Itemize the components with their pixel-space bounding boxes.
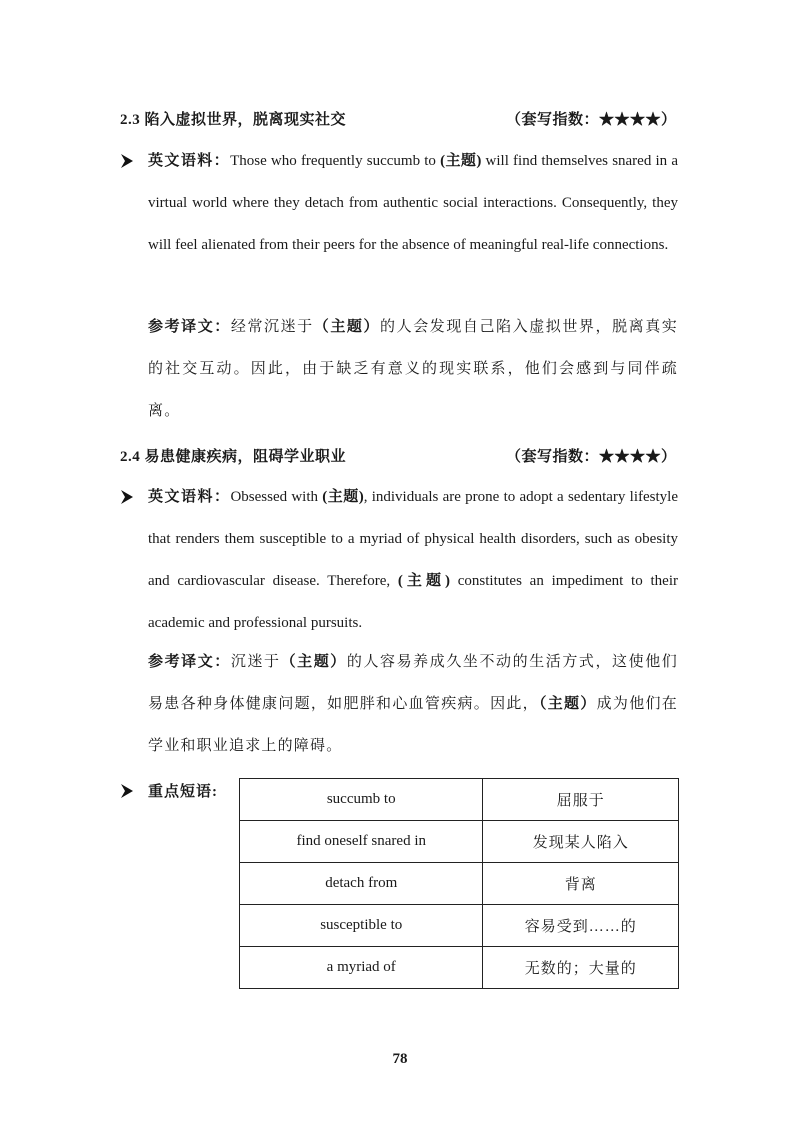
translation-paragraph: 参考译文：经常沉迷于（主题）的人会发现自己陷入虚拟世界，脱离真实的社交互动。因此，由于缺乏有意义的现实联系，他们会感到与同伴疏离。: [148, 319, 678, 419]
rating-stars: （套写指数：★★★★）: [506, 449, 677, 465]
topic-placeholder: (主题): [397, 573, 450, 589]
english-paragraph: 英文语料：Obsessed with (主题), individuals are prone to adopt a sedentary lifestyle that renders them susceptible to a myriad of physical health disorders, such as obesity and cardiovascular disease. Therefore, (主题) constitutes an impediment to their academic and professional pursuits.: [148, 489, 678, 631]
phrase-chinese: 无数的；大量的: [483, 947, 679, 989]
topic-placeholder: (主题): [440, 153, 482, 169]
phrase-english: susceptible to: [240, 905, 483, 947]
table-row: [240, 947, 679, 989]
topic-placeholder: （主题）: [313, 319, 381, 335]
phrase-chinese: 发现某人陷入: [483, 821, 679, 863]
phrase-english: succumb to: [240, 779, 483, 821]
page-number: 78: [392, 1051, 408, 1067]
english-paragraph: 英文语料：Those who frequently succumb to (主题) will find themselves snared in a virtual world where they detach from authentic social interactions. Consequently, they will feel alienated from their peers for the absence of meaningful real-life connections.: [148, 153, 679, 253]
phrase-english: detach from: [240, 863, 483, 905]
arrow-bullet-icon: [120, 152, 134, 170]
table-row: [240, 905, 679, 947]
rating-stars: （套写指数：★★★★）: [506, 112, 677, 128]
key-phrases-table: [239, 778, 679, 989]
phrase-chinese: 背离: [483, 863, 679, 905]
section-title: 2.3 陷入虚拟世界，脱离现实社交: [120, 112, 347, 128]
section-title: 2.4 易患健康疾病，阻碍学业职业: [120, 449, 347, 465]
topic-placeholder: （主题）: [280, 654, 347, 670]
phrase-english: a myriad of: [240, 947, 483, 989]
table-row: [240, 821, 679, 863]
translation-label: 参考译文：: [148, 319, 231, 335]
phrase-chinese: 屈服于: [483, 779, 679, 821]
phrase-english: find oneself snared in: [240, 821, 483, 863]
table-row: [240, 779, 679, 821]
key-phrases-label: 重点短语:: [148, 784, 218, 800]
translation-paragraph: 参考译文：沉迷于（主题）的人容易养成久坐不动的生活方式，这使他们易患各种身体健康问题，如肥胖和心血管疾病。因此，（主题）成为他们在学业和职业追求上的障碍。: [148, 654, 678, 754]
topic-placeholder: （主题）: [538, 696, 597, 712]
arrow-bullet-icon: [120, 488, 134, 506]
phrase-chinese: 容易受到……的: [483, 905, 679, 947]
arrow-bullet-icon: [120, 782, 134, 800]
topic-placeholder: (主题): [322, 489, 364, 505]
translation-label: 参考译文：: [148, 654, 231, 670]
table-row: [240, 863, 679, 905]
english-label: 英文语料：: [148, 153, 231, 169]
english-label: 英文语料：: [148, 489, 231, 505]
